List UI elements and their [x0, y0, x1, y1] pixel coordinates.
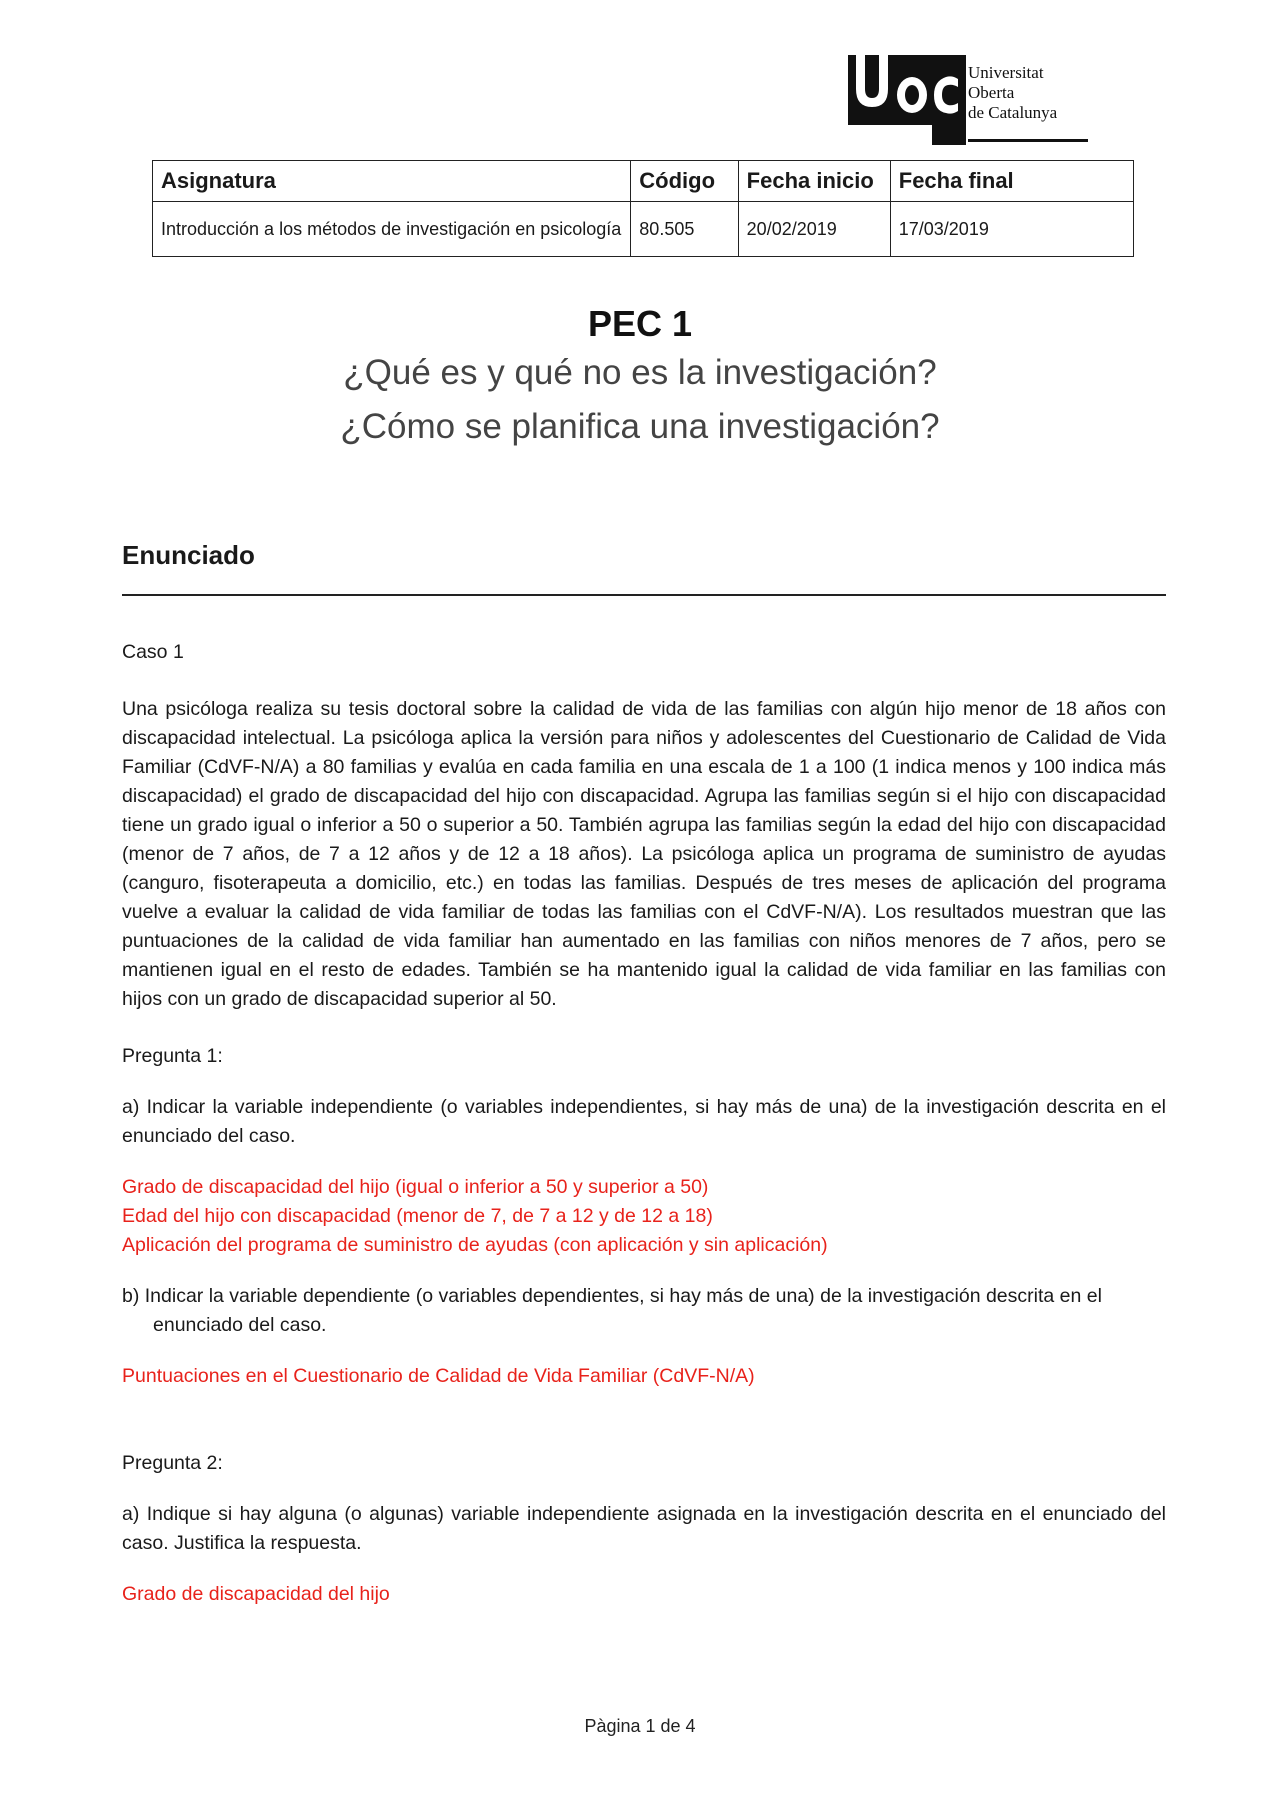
question-1a-text: a) Indicar la variable independiente (o variables independientes, si hay más de una) de la investigación descrita en el enunciado del caso. — [122, 1096, 1166, 1147]
logo-line: Universitat — [968, 63, 1044, 82]
case-label: Caso 1 — [122, 641, 184, 663]
cell-asignatura: Introducción a los métodos de investigación en psicología — [153, 202, 631, 257]
table-row — [153, 202, 1134, 257]
section-divider — [122, 594, 1166, 596]
cell-codigo: 80.505 — [631, 202, 738, 257]
header-asignatura: Asignatura — [153, 161, 631, 202]
page-title: PEC 1 — [587, 303, 693, 344]
question-1b-text: b) Indicar la variable dependiente (o variables dependientes, si hay más de una) de la investigación descrita en el enunciado del caso. — [122, 1285, 1102, 1336]
content-body — [122, 638, 1166, 1609]
uoc-logo-text — [968, 63, 1057, 123]
question-2a-answer: Grado de discapacidad del hijo — [122, 1583, 390, 1605]
logo-line: Oberta — [968, 83, 1015, 102]
logo-line: de Catalunya — [968, 103, 1058, 122]
section-heading: Enunciado — [122, 540, 255, 570]
question-1a-answer: Aplicación del programa de suministro de ayudas (con aplicación y sin aplicación) — [122, 1234, 828, 1256]
uoc-logo-mark — [848, 55, 966, 145]
header-codigo: Código — [631, 161, 738, 202]
question-1a-answer: Grado de discapacidad del hijo (igual o inferior a 50 y superior a 50) — [122, 1176, 709, 1198]
page-footer: Pàgina 1 de 4 — [584, 1716, 696, 1736]
uoc-logo — [848, 55, 1088, 145]
subtitle-2: ¿Cómo se planifica una investigación? — [340, 407, 940, 446]
question-1b-answer: Puntuaciones en el Cuestionario de Calidad de Vida Familiar (CdVF-N/A) — [122, 1365, 755, 1387]
case-text: Una psicóloga realiza su tesis doctoral sobre la calidad de vida de las familias con algún hijo menor de 18 años con discapacidad intelectual. La psicóloga aplica la versión para niños y adolescentes del Cuestionario de Calidad de Vida Familiar (CdVF-N/A) a 80 familias y evalúa en cada familia en una escala de 1 a 100 (1 indica menos y 100 indica más discapacidad) el grado de discapacidad del hijo con discapacidad. Agrupa las familias según si el hijo con discapacidad tiene un grado igual o inferior a 50 o superior a 50. También agrupa las familias según la edad del hijo con discapacidad (menor de 7 años, de 7 a 12 años y de 12 a 18 años). La psicóloga aplica un programa de suministro de ayudas (canguro, fisoterapeuta a domicilio, etc.) en todas las familias. Después de tres meses de aplicación del programa vuelve a evaluar la calidad de vida familiar de todas las familias con el CdVF-N/A). Los resultados muestran que las puntuaciones de la calidad de vida familiar han aumentado en las familias con niños menores de 7 años, pero se mantienen igual en el resto de edades. También se ha mantenido igual la calidad de vida familiar en las familias con hijos con un grado de discapacidad superior al 50. — [122, 698, 1166, 1010]
title-block — [0, 302, 1280, 454]
cell-fecha-inicio: 20/02/2019 — [738, 202, 890, 257]
table-header-row — [153, 161, 1134, 202]
subtitle-1: ¿Qué es y qué no es la investigación? — [343, 353, 937, 392]
course-info-table — [152, 160, 1134, 257]
logo-rule — [968, 139, 1088, 142]
question-1-label: Pregunta 1: — [122, 1045, 223, 1067]
cell-fecha-final: 17/03/2019 — [890, 202, 1133, 257]
question-2-label: Pregunta 2: — [122, 1452, 223, 1474]
question-1a-answer: Edad del hijo con discapacidad (menor de 7, de 7 a 12 y de 12 a 18) — [122, 1205, 713, 1227]
header-fecha-inicio: Fecha inicio — [738, 161, 890, 202]
question-2a-text: a) Indique si hay alguna (o algunas) variable independiente asignada en la investigación descrita en el enunciado del caso. Justifica la respuesta. — [122, 1503, 1166, 1554]
header-fecha-final: Fecha final — [890, 161, 1133, 202]
